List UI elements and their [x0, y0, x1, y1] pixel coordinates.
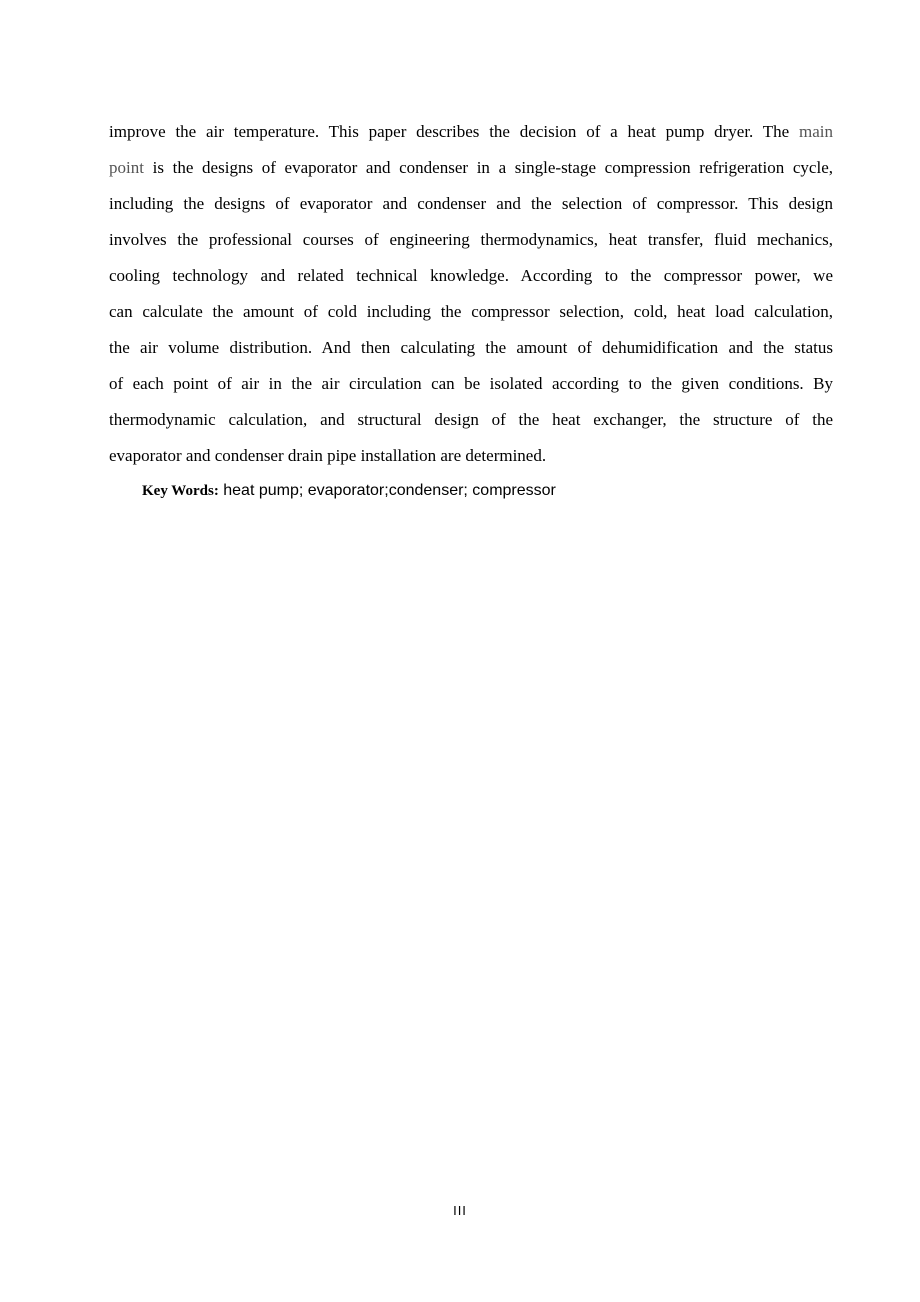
abstract-line-2-text: is the designs of evaporator and condenser in a single-stage compression refrigeration cycle, — [143, 158, 833, 177]
abstract-line-1 — [109, 114, 833, 150]
abstract-line-6: can calculate the amount of cold including the compressor selection, cold, heat load calculation, — [109, 302, 833, 321]
abstract-line-7: the air volume distribution. And then calculating the amount of dehumidification and the status — [109, 338, 833, 357]
abstract-line-8: of each point of air in the air circulation can be isolated according to the given conditions. By — [109, 374, 833, 393]
abstract-line-3: including the designs of evaporator and condenser and the selection of compressor. This design — [109, 194, 833, 213]
abstract-line-9: thermodynamic calculation, and structural design of the heat exchanger, the structure of the — [109, 410, 833, 429]
keywords-line — [142, 472, 556, 509]
abstract-line-10: evaporator and condenser drain pipe installation are determined. — [109, 446, 547, 465]
abstract-line-2 — [109, 150, 833, 186]
highlighted-term-main: main — [799, 122, 833, 141]
abstract-line-5: cooling technology and related technical knowledge. According to the compressor power, we — [109, 266, 833, 285]
page-number: III — [453, 1203, 467, 1218]
keywords-value: heat pump; evaporator;condenser; compressor — [218, 482, 556, 499]
abstract-line-4: involves the professional courses of engineering thermodynamics, heat transfer, fluid mechanics, — [109, 230, 833, 249]
abstract-line-1-text: improve the air temperature. This paper describes the decision of a heat pump dryer. The — [109, 122, 799, 141]
abstract-paragraph — [109, 114, 833, 474]
keywords-label: Key Words: — [142, 483, 219, 499]
highlighted-term-point: point — [109, 158, 144, 177]
